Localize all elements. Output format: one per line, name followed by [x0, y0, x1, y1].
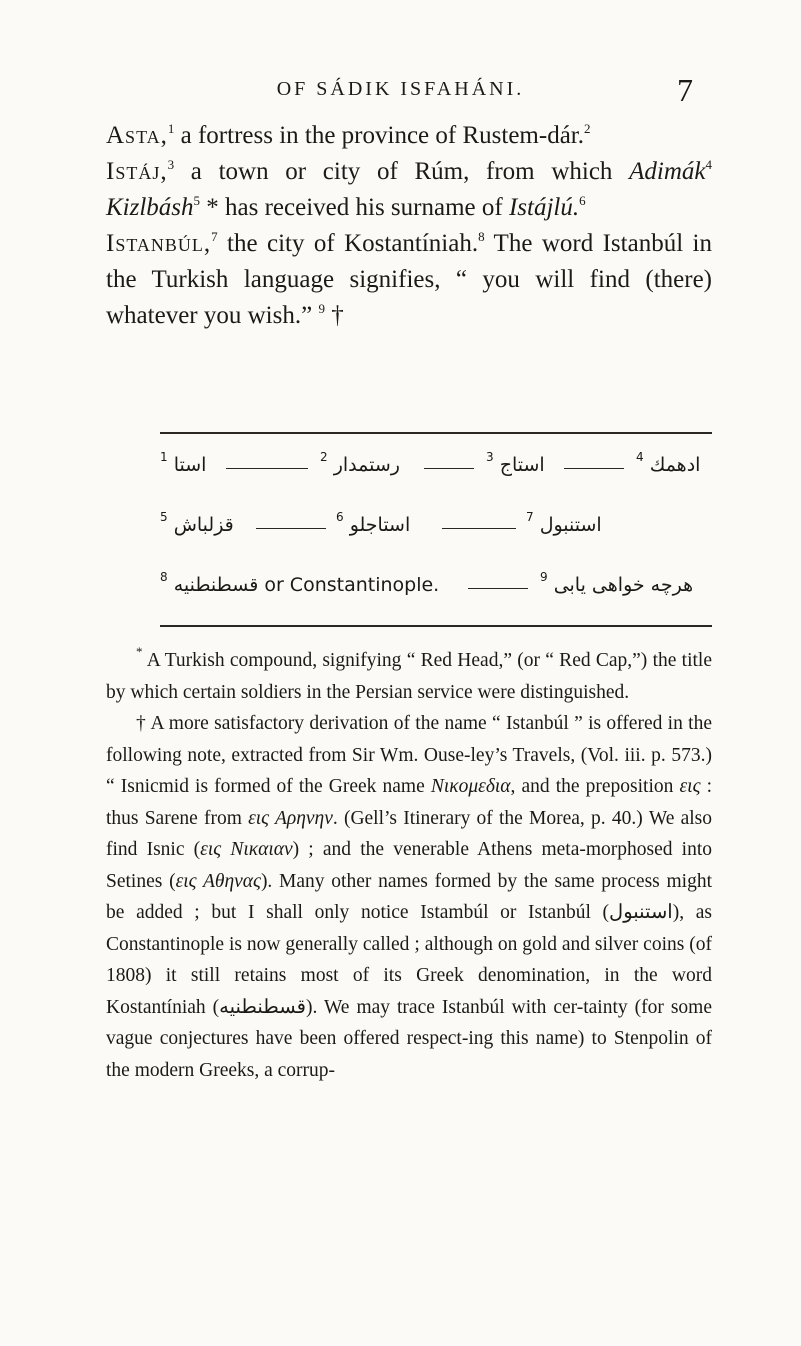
footnote-star: [106, 645, 712, 708]
arabic-notes-line: [160, 450, 712, 494]
note-number: 5: [160, 510, 168, 524]
footnote-text: ) ; and the venerable Athens meta-morphosed into Setines (: [106, 839, 713, 892]
arabic-word: قزلباش: [173, 514, 234, 536]
arabic-word: قسطنطنيه: [219, 996, 306, 1018]
arabic-word: استا: [173, 454, 207, 476]
note-ref: 6: [579, 193, 586, 208]
arabic-word: استنبول: [539, 514, 602, 536]
footnote-text: ), as Constantinople is now generally called ; although on gold and silver coins (of 1808) it still retains most of its Greek denomination, in the word Kostantíniah (: [106, 902, 712, 1018]
footnote-mark: †: [136, 713, 147, 734]
note-ref: 5: [193, 193, 201, 208]
note-ref: 2: [583, 121, 591, 136]
note-ref: 4: [705, 157, 712, 172]
greek-word: εις Αρηνην: [248, 807, 333, 829]
arabic-notes-line: [160, 570, 712, 614]
dash-separator: [468, 588, 528, 589]
arabic-word: استنبول: [609, 902, 673, 923]
note-number: 4: [636, 450, 644, 464]
arabic-note: [160, 450, 207, 476]
entry-text: †: [324, 302, 344, 329]
arabic-word: رستمدار: [333, 454, 400, 476]
entry-head: Istáj,: [106, 158, 168, 185]
footnote-text: A more satisfactory derivation of the name “ Istanbúl ” is offered in the following note, extracted from Sir Wm. Ouse-ley’s Travels, (Vol. iii. p. 573.) “ Isnicmid is formed of the Greek name: [106, 713, 712, 797]
footnotes: [106, 645, 712, 1086]
arabic-word: ادهمك: [649, 454, 701, 476]
greek-word: εις Νικαιαν: [200, 839, 293, 860]
arabic-word: هرچه خواهی یابی: [553, 574, 694, 596]
arabic-word: استاج: [499, 454, 545, 476]
footnote-dagger: [106, 708, 712, 1086]
note-number: 2: [320, 450, 328, 464]
arabic-notes: [160, 450, 712, 620]
dash-separator: [256, 528, 326, 529]
footnote-text: A Turkish compound, signifying “ Red Head,” (or “ Red Cap,”) the title by which certain soldiers in the Persian service were distinguished.: [106, 650, 712, 703]
entry-text: the city of Kostantíniah.: [217, 230, 479, 257]
entry-text: The word Istanbúl in the Turkish language signifies, “ you will find (there) whatever you wish.”: [106, 230, 712, 329]
arabic-note: [540, 570, 694, 596]
dash-separator: [424, 468, 474, 469]
note-gloss: or Constantinople.: [258, 574, 440, 596]
entry-italic: Adimák: [629, 158, 706, 185]
dash-separator: [442, 528, 516, 529]
greek-word: Νικομεδια: [430, 776, 511, 797]
note-number: 8: [160, 570, 168, 584]
note-ref: 9: [318, 301, 325, 316]
note-ref: 7: [211, 229, 218, 244]
note-ref: 8: [478, 229, 485, 244]
footnote-mark: *: [136, 644, 143, 659]
arabic-note: [636, 450, 701, 476]
entry-italic: Kizlbásh: [106, 194, 194, 221]
arabic-notes-line: [160, 510, 712, 554]
arabic-note: [320, 450, 400, 476]
entry-text: * has received his surname of: [200, 194, 509, 221]
entry-text: a fortress in the province of Rustem-dár.: [174, 122, 584, 149]
arabic-word: قسطنطنيه: [173, 574, 259, 596]
divider-rule: [160, 625, 712, 627]
footnote-text: ). We may trace Istanbúl with cer-tainty (for some vague conjectures have been offered respect-ing this name) to Stenpolin of the modern Greeks, a corrup-: [106, 996, 712, 1081]
footnote-text: . (Gell’s Itinerary of the Morea, p. 40.) We also find Isnic (: [106, 807, 713, 860]
note-number: 7: [526, 510, 534, 524]
note-ref: 1: [167, 121, 175, 136]
entry-head: Istanbúl,: [106, 230, 212, 257]
note-number: 1: [160, 450, 168, 464]
footnote-text: : thus Sarene from: [106, 776, 713, 829]
running-head: OF SÁDIK ISFAHÁNI.: [276, 78, 525, 100]
arabic-note: [526, 510, 602, 536]
divider-rule: [160, 432, 712, 434]
greek-word: εις: [679, 776, 701, 797]
entry-head: Asta,: [106, 122, 168, 149]
footnote-text: , and the preposition: [510, 776, 680, 797]
note-number: 6: [336, 510, 344, 524]
entry-istaj: [106, 154, 712, 226]
entry-text: a town or city of Rúm, from which: [174, 158, 630, 185]
arabic-word: استاجلو: [349, 514, 411, 536]
entries: [106, 118, 712, 334]
footnote-text: ). Many other names formed by the same process might be added ; but I shall only notice Istambúl or Istanbúl (: [106, 870, 712, 923]
dash-separator: [564, 468, 624, 469]
entry-istanbul: [106, 226, 712, 334]
note-number: 9: [540, 570, 548, 584]
entry-asta: [106, 118, 712, 154]
entry-italic: Istájlú.: [508, 194, 580, 221]
note-number: 3: [486, 450, 494, 464]
arabic-note: [336, 510, 411, 536]
arabic-note: [486, 450, 545, 476]
dash-separator: [226, 468, 308, 469]
note-ref: 3: [167, 157, 175, 172]
greek-word: εις Αθηνας: [175, 870, 261, 892]
arabic-note: [160, 510, 234, 536]
arabic-note: [160, 570, 440, 596]
page-number: 7: [677, 72, 693, 108]
page-header: [0, 72, 801, 108]
